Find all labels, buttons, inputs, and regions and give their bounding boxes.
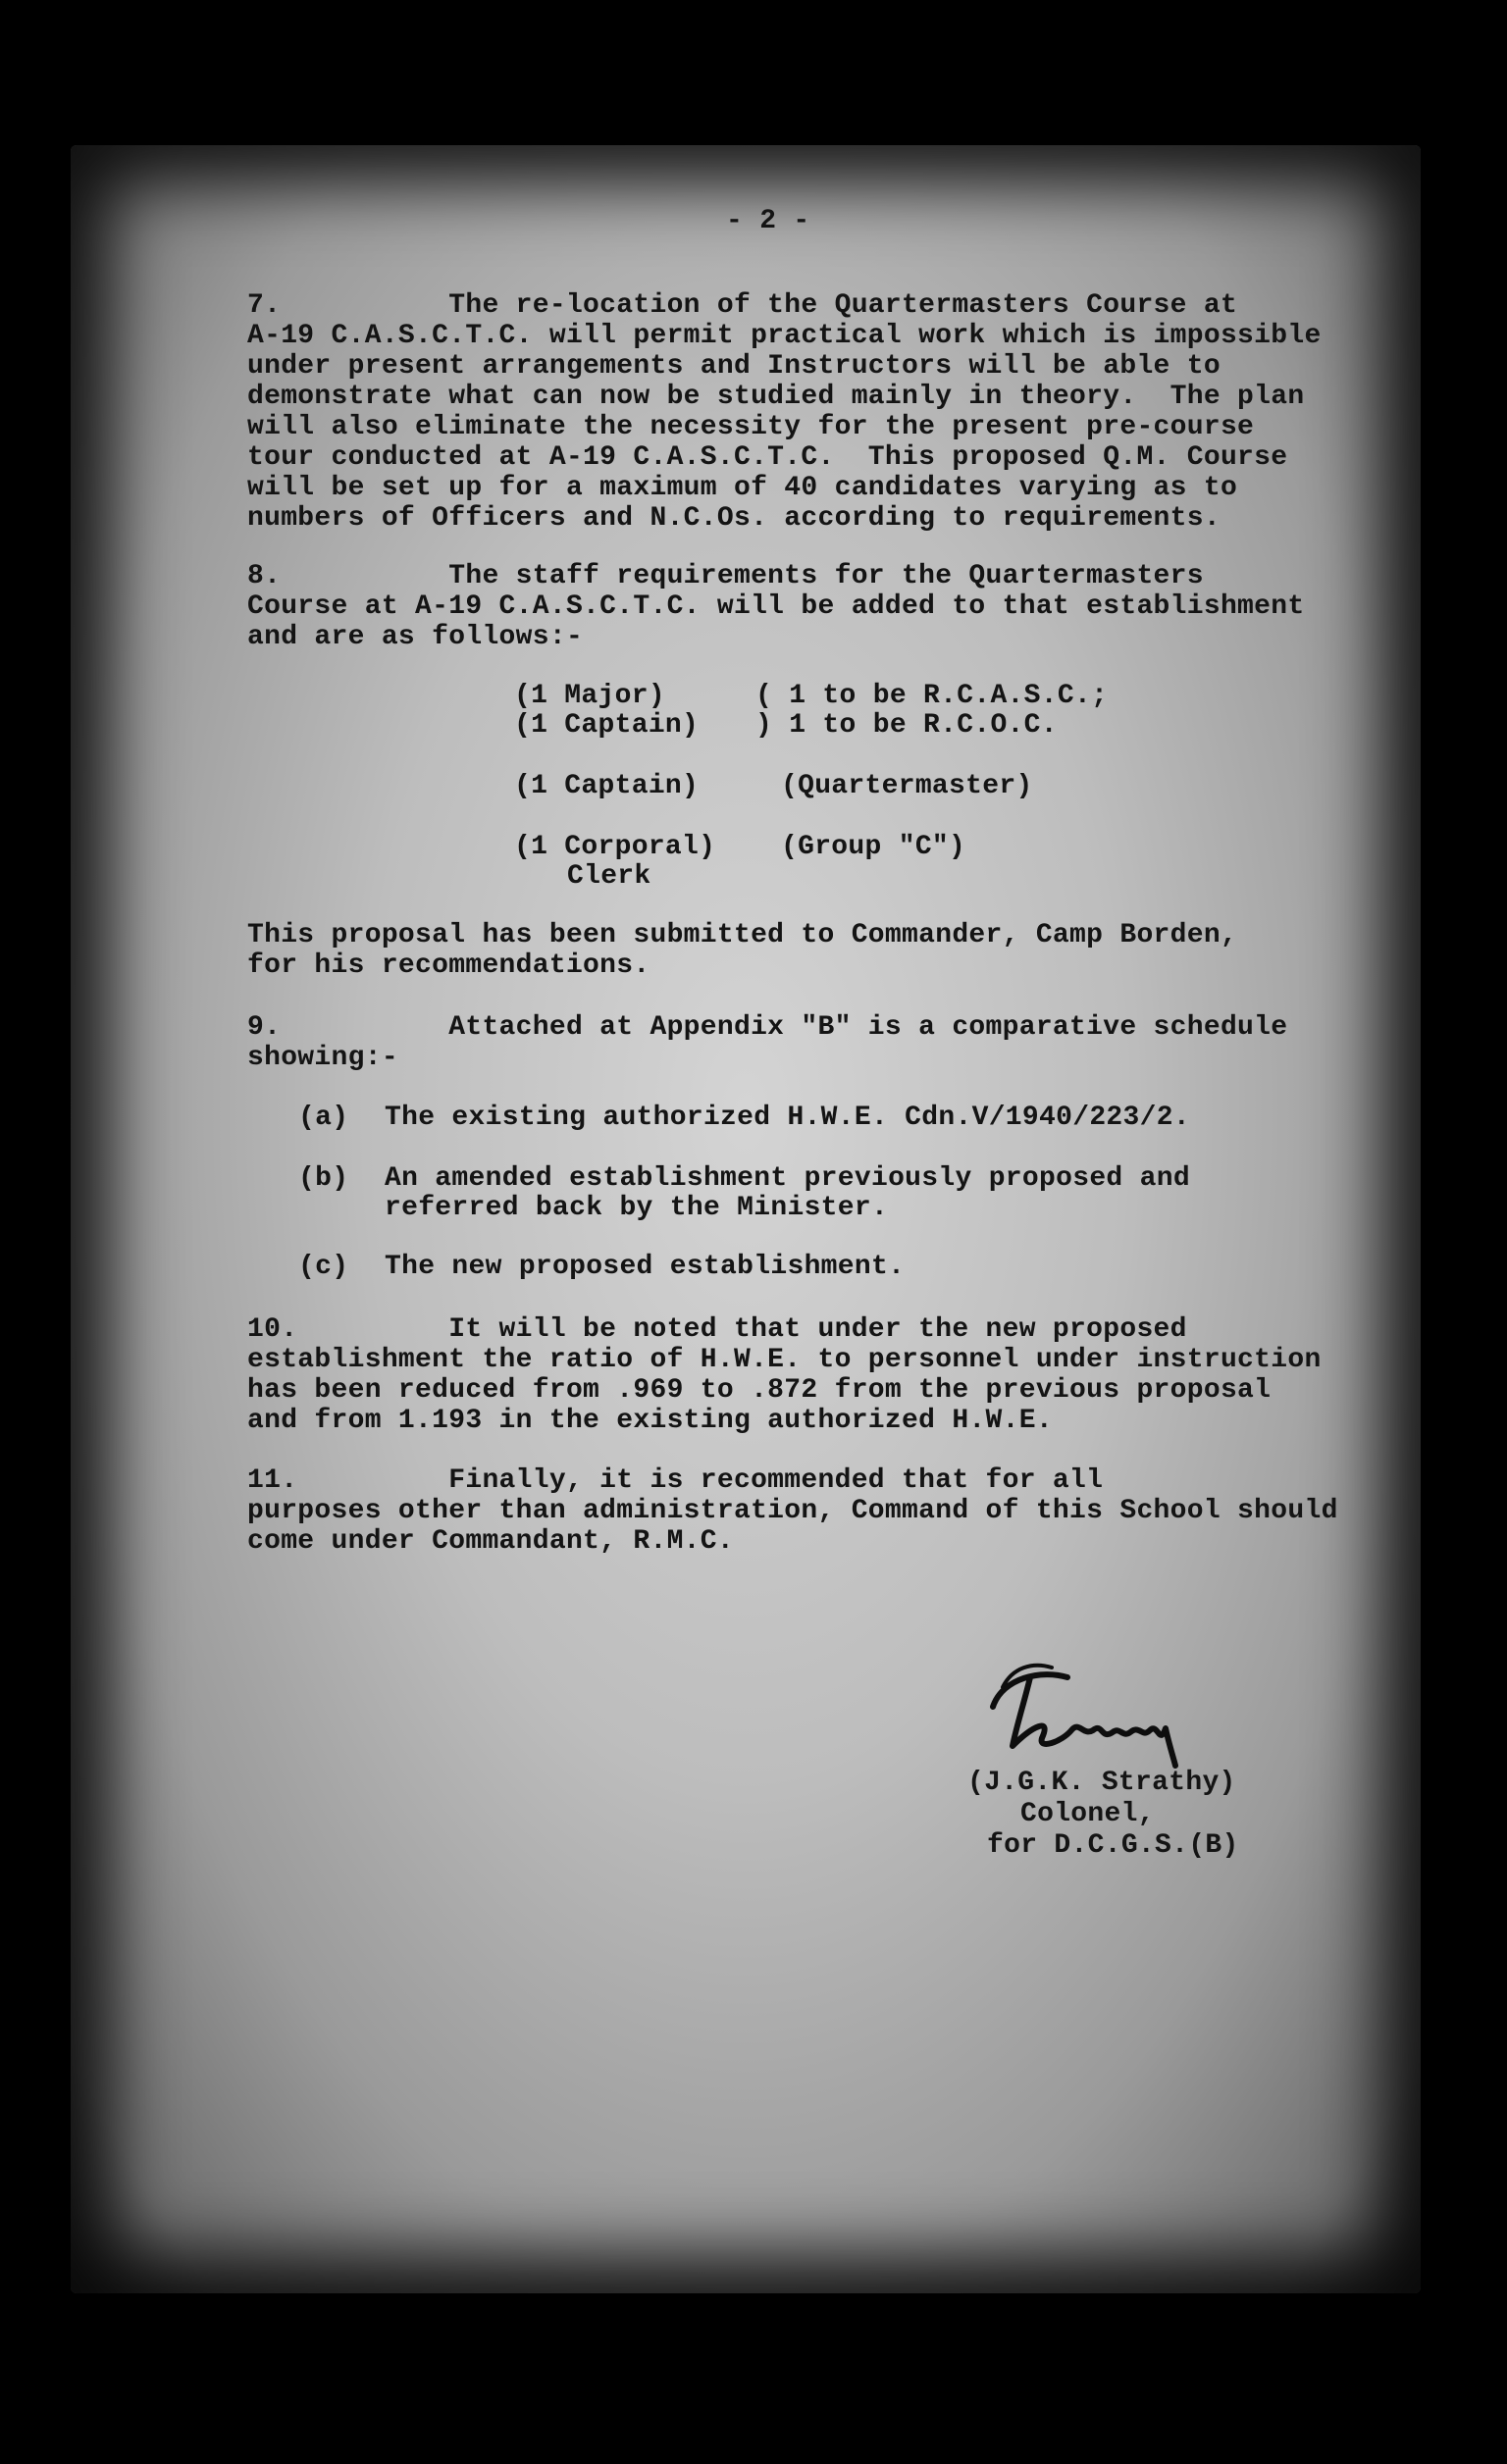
proposal-paragraph: [247, 920, 1237, 981]
staff-position: (1 Major): [514, 681, 665, 711]
paragraph-10: [247, 1314, 1322, 1436]
list-item-text: The new proposed establishment.: [385, 1252, 906, 1282]
list-label: (a): [298, 1103, 349, 1133]
text-line: will be set up for a maximum of 40 candidates varying as to: [247, 473, 1238, 503]
text-line: 11. Finally, it is recommended that for all: [247, 1465, 1104, 1496]
text-line: establishment the ratio of H.W.E. to personnel under instruction: [247, 1345, 1322, 1375]
text-line: 9. Attached at Appendix "B" is a comparative schedule: [247, 1012, 1288, 1043]
staff-note: ( 1 to be R.C.A.S.C.;: [755, 681, 1109, 711]
text-line: Course at A-19 C.A.S.C.T.C. will be added to that establishment: [247, 591, 1305, 622]
signatory-rank: Colonel,: [1020, 1799, 1155, 1829]
paragraph-9: [247, 1012, 1287, 1073]
text-line: and from 1.193 in the existing authorized H.W.E.: [247, 1406, 1053, 1436]
text-line: tour conducted at A-19 C.A.S.C.T.C. This proposed Q.M. Course: [247, 442, 1288, 473]
staff-note: (Quartermaster): [781, 771, 1033, 801]
text-line: numbers of Officers and N.C.Os. according to requirements.: [247, 503, 1221, 534]
text-line: demonstrate what can now be studied mainly in theory. The plan: [247, 382, 1305, 412]
handwritten-signature: [973, 1648, 1209, 1775]
text-line: showing:-: [247, 1043, 398, 1073]
paragraph-7: [247, 290, 1322, 534]
staff-position: (1 Corporal): [514, 832, 716, 862]
list-label: (c): [298, 1252, 349, 1282]
text-line: purposes other than administration, Command of this School should: [247, 1496, 1338, 1526]
text-line: 7. The re-location of the Quartermasters Course at: [247, 290, 1238, 321]
text-line: has been reduced from .969 to .872 from the previous proposal: [247, 1375, 1272, 1406]
signatory-name: (J.G.K. Strathy): [967, 1768, 1236, 1798]
text-line: 10. It will be noted that under the new proposed: [247, 1314, 1187, 1345]
list-item-text: The existing authorized H.W.E. Cdn.V/1940/223/2.: [385, 1103, 1190, 1133]
list-label: (b): [298, 1163, 349, 1194]
text-line: This proposal has been submitted to Commander, Camp Borden,: [247, 920, 1238, 950]
staff-position-line2: Clerk: [567, 861, 651, 892]
staff-note: (Group "C"): [781, 832, 966, 862]
text-line: for his recommendations.: [247, 950, 650, 981]
list-item-text: An amended establishment previously proposed and: [385, 1163, 1190, 1194]
page-number: - 2 -: [726, 206, 810, 236]
text-line: will also eliminate the necessity for the present pre-course: [247, 412, 1255, 442]
paragraph-8: [247, 561, 1304, 652]
text-line: 8. The staff requirements for the Quartermasters: [247, 561, 1204, 591]
signatory-for-line: for D.C.G.S.(B): [987, 1830, 1239, 1861]
paragraph-11: [247, 1465, 1338, 1557]
list-item-text: referred back by the Minister.: [385, 1193, 889, 1223]
staff-position: (1 Captain): [514, 710, 700, 741]
staff-note: ) 1 to be R.C.O.C.: [755, 710, 1058, 741]
text-line: come under Commandant, R.M.C.: [247, 1526, 734, 1557]
text-line: A-19 C.A.S.C.T.C. will permit practical work which is impossible: [247, 321, 1322, 351]
staff-position: (1 Captain): [514, 771, 700, 801]
text-line: under present arrangements and Instructors will be able to: [247, 351, 1221, 382]
text-line: and are as follows:-: [247, 622, 584, 652]
